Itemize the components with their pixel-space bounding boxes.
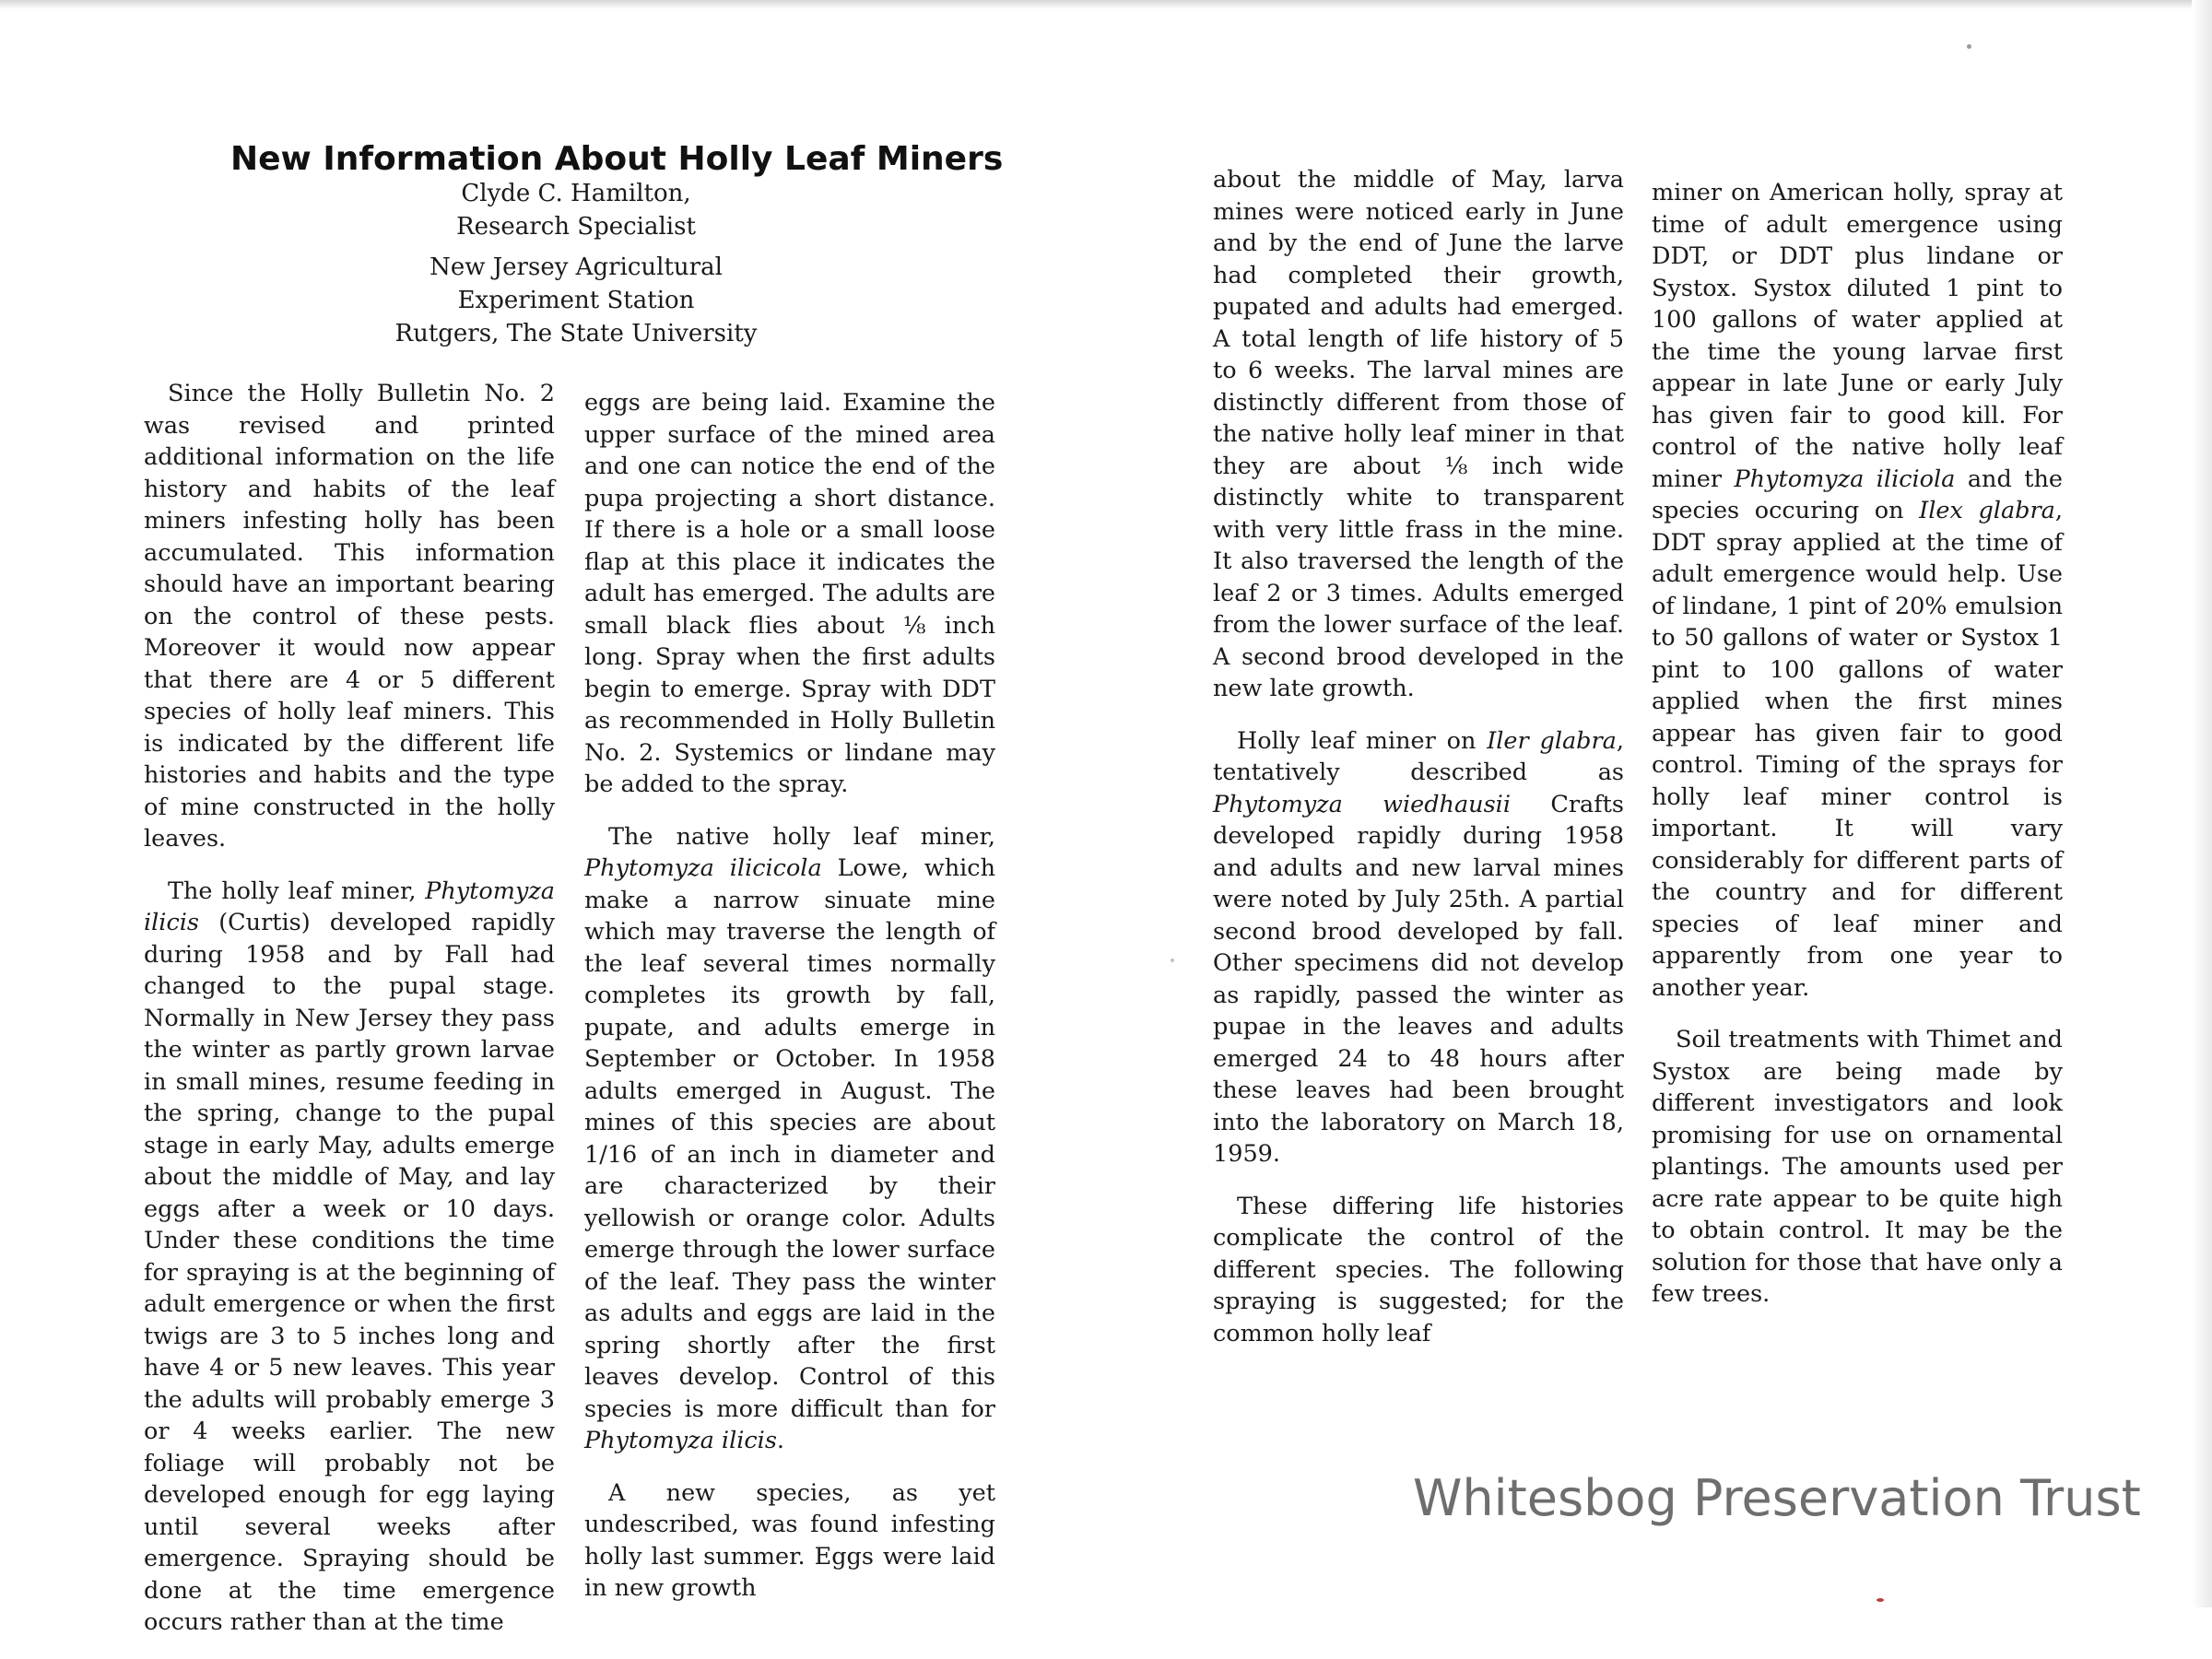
- article-title: New Information About Holly Leaf Miners: [230, 140, 1004, 179]
- species-name: Phytomyza ilicis: [584, 1427, 777, 1454]
- text-column-1: [144, 378, 555, 1659]
- paragraph: A new species, as yet undescribed, was found infesting holly last summer. Eggs were laid in new growth: [584, 1478, 995, 1602]
- species-name: Phytomyza ilicis: [144, 877, 555, 936]
- paragraph: The holly leaf miner, Phytomyza ilicis (Curtis) developed rapidly during 1958 and by Fall had changed to the pupal stage. Normally in New Jersey they pass the winter as partly grown larvae in small mines, resume feeding in the spring, change to the pupal stage in early May, adults emerge about the middle of May, and lay eggs after a week or 10 days. Under these conditions the time for spraying is at the beginning of adult emergence or when the first twigs are 3 to 5 inches long and have 4 or 5 new leaves. This year the adults will probably emerge 3 or 4 weeks earlier. The new foliage will probably not be developed enough for egg laying until several weeks after emergence. Spraying should be done at the time emergence occurs rather than at the time: [144, 877, 555, 1636]
- paragraph: about the middle of May, larva mines were noticed early in June and by the end of June the larve had completed their growth, pupated and adults had emerged. A total length of life history of 5 to 6 weeks. The larval mines are distinctly different from those of the native holly leaf miner in that they are about ⅛ inch wide distinctly white to transparent with very little frass in the mine. It also traversed the length of the leaf 2 or 3 times. Adults emerged from the lower surface of the leaf. A second brood developed in the new late growth.: [1213, 166, 1624, 702]
- species-name: Phytomyza wiedhausii: [1213, 790, 1511, 818]
- author-name: Clyde C. Hamilton,: [461, 180, 691, 207]
- paragraph: Holly leaf miner on Iler glabra, tentatively described as Phytomyza wiedhausii Crafts developed rapidly during 1958 and adults and new larval mines were noted by July 25th. A partial second brood developed by fall. Other specimens did not develop as rapidly, passed the winter as pupae in the leaves and adults emerged 24 to 48 hours after these leaves had been brought into the laboratory on March 18, 1959.: [1213, 726, 1625, 1168]
- paragraph: These differing life histories complicate the control of the different species. The following spraying is suggested; for the common holly leaf: [1213, 1192, 1624, 1347]
- species-name: Phytomyza ilicicola: [584, 854, 822, 882]
- species-name: Phytomyza iliciola: [1734, 465, 1956, 493]
- paragraph: Soil treatments with Thimet and Systox are being made by different investigators and look promising for use on ornamental plantings. The amounts used per acre rate appear to be quite high to obtain control. It may be the solution for those that have only a few trees.: [1652, 1026, 2063, 1308]
- byline: [364, 177, 788, 350]
- author-role: Research Specialist: [456, 213, 696, 241]
- scan-top-edge: [0, 0, 2212, 9]
- host-plant-name: Ilex glabra: [1919, 497, 2055, 524]
- institution-line-3: Rutgers, The State University: [394, 320, 758, 347]
- paragraph: miner on American holly, spray at time of adult emergence using DDT, or DDT plus lindane or Systox. Systox diluted 1 pint to 100 gallons of water applied at the time the young larvae first appear in late June or early July has given fair to good kill. For control of the native holly leaf miner Phytomyza iliciola and the species occuring on Ilex glabra, DDT spray applied at the time of adult emergence would help. Use of lindane, 1 pint of 20% emulsion to 50 gallons of water or Systox 1 pint to 100 gallons of water applied when the first mines appear has given fair to good control. Timing of the sprays for holly leaf miner control is important. It will vary considerably for different parts of the country and for different species of leaf miner and apparently from one year to another year.: [1652, 179, 2063, 1002]
- host-plant-name: Iler glabra: [1487, 726, 1617, 755]
- paragraph: eggs are being laid. Examine the upper surface of the mined area and one can notice the end of the pupa projecting a short distance. If there is a hole or a small loose flap at this place it indicates the adult has emerged. The adults are small black flies about ⅛ inch long. Spray when the first adults begin to emerge. Spray with DDT as recommended in Holly Bulletin No. 2. Systemics or lindane may be added to the spray.: [584, 389, 995, 798]
- institution-line-2: Experiment Station: [457, 287, 695, 314]
- scan-speck: [1877, 1598, 1884, 1602]
- scan-right-edge: [2192, 0, 2212, 1607]
- watermark: Whitesbog Preservation Trust: [1413, 1469, 2141, 1527]
- text-column-2: [584, 387, 995, 1625]
- text-column-3: [1213, 164, 1624, 1370]
- paragraph: The native holly leaf miner, Phytomyza ilicicola Lowe, which make a narrow sinuate mine which may traverse the length of the leaf several times normally completes its growth by fall, pupate, and adults emerge in September or October. In 1958 adults emerged in August. The mines of this species are about 1/16 of an inch in diameter and are characterized by their yellowish or orange color. Adults emerge through the lower surface of the leaf. They pass the winter as adults and eggs are laid in the spring shortly after the first leaves develop. Control of this species is more difficult than for Phytomyza ilicis.: [584, 822, 996, 1454]
- scan-speck: [1171, 959, 1174, 962]
- text-column-4: [1652, 177, 2063, 1331]
- paragraph: Since the Holly Bulletin No. 2 was revised and printed additional information on the life history and habits of the leaf miners infesting holly has been accumulated. This information should have an important bearing on the control of these pests. Moreover it would now appear that there are 4 or 5 different species of holly leaf miners. This is indicated by the different life histories and habits and the type of mine constructed in the holly leaves.: [144, 380, 555, 853]
- scan-speck: [1967, 44, 1971, 49]
- institution-line-1: New Jersey Agricultural: [429, 253, 723, 281]
